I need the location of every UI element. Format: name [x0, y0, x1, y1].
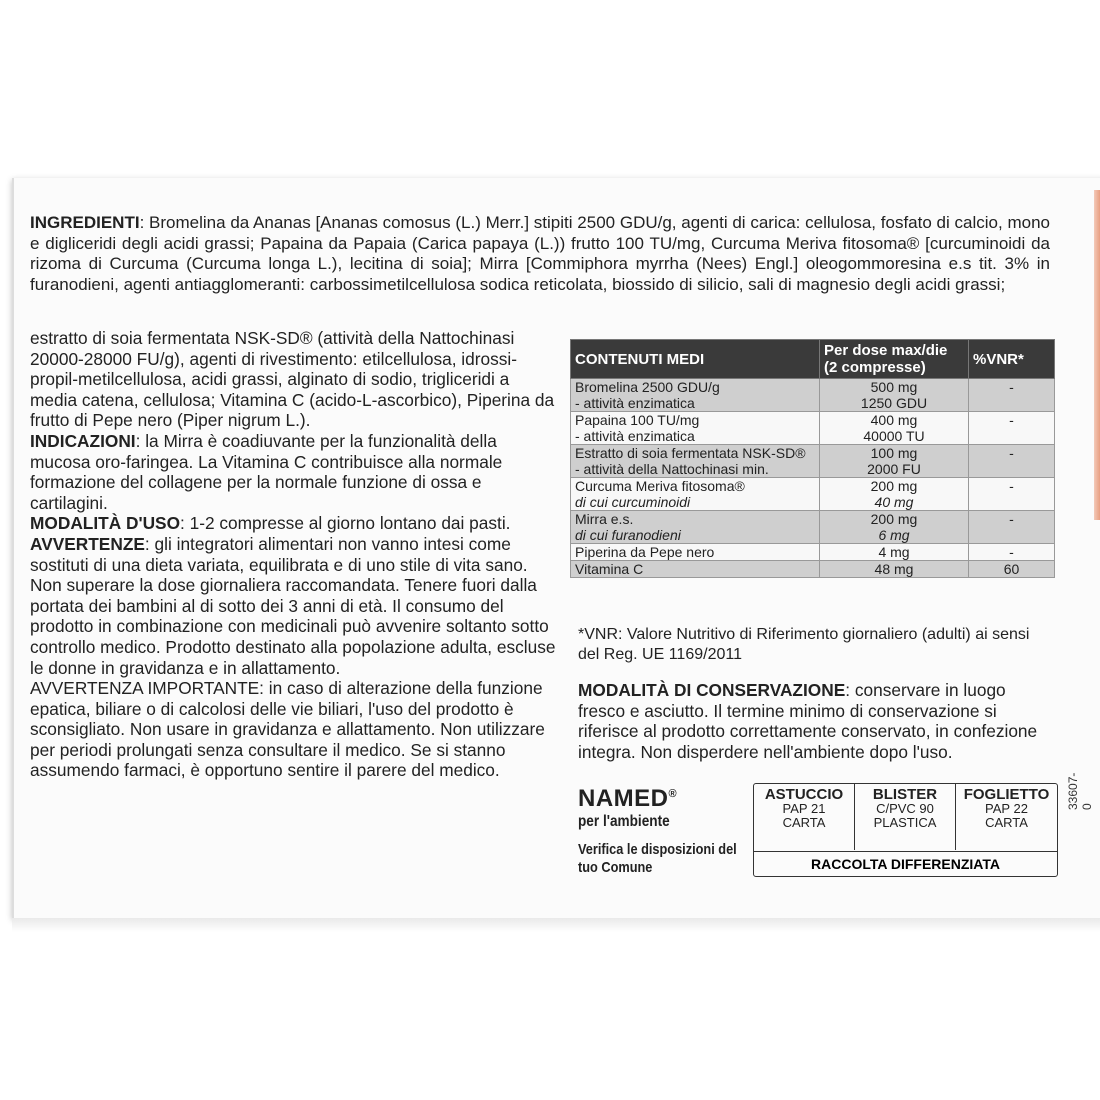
usage [30, 513, 560, 534]
table-cell-dose: 400 mg 40000 TU [820, 412, 969, 445]
table-cell-name: Papaina 100 TU/mg - attività enzimatica [571, 412, 820, 445]
ingredients-heading: INGREDIENTI [30, 213, 140, 232]
recycling-footer: RACCOLTA DIFFERENZIATA [754, 851, 1057, 876]
product-code: 33607-0 [1066, 772, 1094, 810]
table-row [571, 412, 1055, 445]
usage-heading: MODALITÀ D'USO [30, 513, 181, 534]
table-cell-dose: 200 mg 40 mg [820, 478, 969, 511]
table-cell-name: Bromelina 2500 GDU/g - attività enzimatica [571, 379, 820, 412]
ingredients-block [30, 213, 1050, 295]
recycling-cell-astuccio: ASTUCCIO PAP 21 CARTA [754, 784, 855, 850]
indications [30, 431, 560, 513]
table-cell-dose: 48 mg [820, 561, 969, 578]
warnings-text: : gli integratori alimentari non vanno intesi come sostituti di una dieta variata, equilibrata e di uno stile di vita sano. Non superare la dose giornaliera raccomandata. Tenere fuori dalla portata dei bambini al di sotto dei 3 anni di età. Il consumo del prodotto in combinazione con medicinali può avvenire soltanto sotto controllo medico. Prodotto destinato alla popolazione adulta, escluse le donne in gravidanza e in allattamento. [30, 533, 556, 678]
nutrition-table [570, 339, 1055, 578]
table-cell-name: Vitamina C [571, 561, 820, 578]
table-cell-name: Estratto di soia fermentata NSK-SD® - attività della Nattochinasi min. [571, 445, 820, 478]
warnings-heading: AVVERTENZE [30, 533, 145, 554]
indications-text: : la Mirra è coadiuvante per la funzionalità della mucosa oro-faringea. La Vitamina C contribuisce alla normale formazione del collagene per la normale funzione di ossa e cartilagini. [30, 430, 503, 513]
table-cell-vnr: - [969, 544, 1055, 561]
table-cell-vnr: - [969, 445, 1055, 478]
table-cell-dose: 100 mg 2000 FU [820, 445, 969, 478]
table-cell-name: Curcuma Meriva fitosoma® di cui curcuminoidi [571, 478, 820, 511]
ingredients-continued: estratto di soia fermentata NSK-SD® (attività della Nattochinasi 20000-28000 FU/g), agenti di rivestimento: etilcellulosa, idrossi-propil-metilcellulosa, acidi grassi, alginato di sodio, trigliceridi a media catena, cellulosa; Vitamina C (acido-L-ascorbico), Piperina da frutto di Pepe nero (Piper nigrum L.). [30, 328, 555, 431]
table-header-dose: Per dose max/die (2 compresse) [820, 340, 969, 379]
table-row [571, 478, 1055, 511]
named-logo: NAMED® [578, 785, 678, 812]
important-warning: AVVERTENZA IMPORTANTE: in caso di alterazione della funzione epatica, biliare o di calcolosi delle vie biliari, l'uso del prodotto è sconsigliato. Non usare in gravidanza e allattamento. Non utilizzare per periodi prolungati senza consultare il medico. Se si stanno assumendo farmaci, è opportuno sentire il parere del medico. [30, 678, 545, 781]
recycling-cell-blister: BLISTER C/PVC 90 PLASTICA [855, 784, 956, 850]
named-verify-text: Verifica le disposizioni del tuo Comune [578, 841, 737, 876]
table-header-contents: CONTENUTI MEDI [571, 340, 820, 379]
table-cell-vnr: - [969, 379, 1055, 412]
table-cell-dose: 200 mg 6 mg [820, 511, 969, 544]
indications-heading: INDICAZIONI [30, 430, 136, 451]
table-cell-dose: 4 mg [820, 544, 969, 561]
table-cell-vnr: - [969, 412, 1055, 445]
table-row [571, 561, 1055, 578]
table-cell-vnr: - [969, 478, 1055, 511]
warnings [30, 534, 560, 678]
table-header-vnr: %VNR* [969, 340, 1055, 379]
storage-block [578, 680, 1048, 762]
table-cell-dose: 500 mg 1250 GDU [820, 379, 969, 412]
recycling-box [753, 783, 1058, 877]
table-cell-name: Mirra e.s. di cui furanodieni [571, 511, 820, 544]
package-edge [12, 918, 1100, 932]
named-logo-block [578, 785, 748, 877]
table-row [571, 445, 1055, 478]
storage-heading: MODALITÀ DI CONSERVAZIONE [578, 680, 846, 700]
package-side-edge [1094, 190, 1100, 520]
table-cell-vnr: - [969, 511, 1055, 544]
table-row [571, 379, 1055, 412]
table-row [571, 544, 1055, 561]
usage-text: : 1-2 compresse al giorno lontano dai pasti. [180, 513, 511, 534]
named-subtitle: per l'ambiente [578, 813, 670, 830]
left-column [30, 316, 560, 781]
vnr-footnote: *VNR: Valore Nutritivo di Riferimento giornaliero (adulti) ai sensi del Reg. UE 1169/2011 [578, 626, 1030, 663]
table-cell-vnr: 60 [969, 561, 1055, 578]
ingredients-text: : Bromelina da Ananas [Ananas comosus (L.) Merr.] stipiti 2500 GDU/g, agenti di carica: cellulosa, fosfato di calcio, mono e digliceridi degli acidi grassi; Papaina da Papaia (Carica papaya (L.)) frutto 100 TU/mg, Curcuma Meriva fitosoma® [curcuminoidi da rizoma di Curcuma (Curcuma longa L.), lecitina di soia]; Mirra [Commiphora myrrha (Nees) Engl.] oleogommoresina e.s tit. 3% in furanodieni, agenti antiagglomeranti: carbossimetilcellulosa sodica reticolata, biossido di silicio, sali di magnesio degli acidi grassi; [30, 213, 1050, 294]
recycling-cell-foglietto: FOGLIETTO PAP 22 CARTA [963, 786, 1050, 830]
storage-text: : conservare in luogo fresco e asciutto. Il termine minimo di conservazione si riferisce al prodotto correttamente conservato, in confezione integra. Non disperdere nell'ambiente dopo l'uso. [578, 680, 1038, 762]
table-cell-name: Piperina da Pepe nero [571, 544, 820, 561]
table-header-row [571, 340, 1055, 379]
table-row [571, 511, 1055, 544]
